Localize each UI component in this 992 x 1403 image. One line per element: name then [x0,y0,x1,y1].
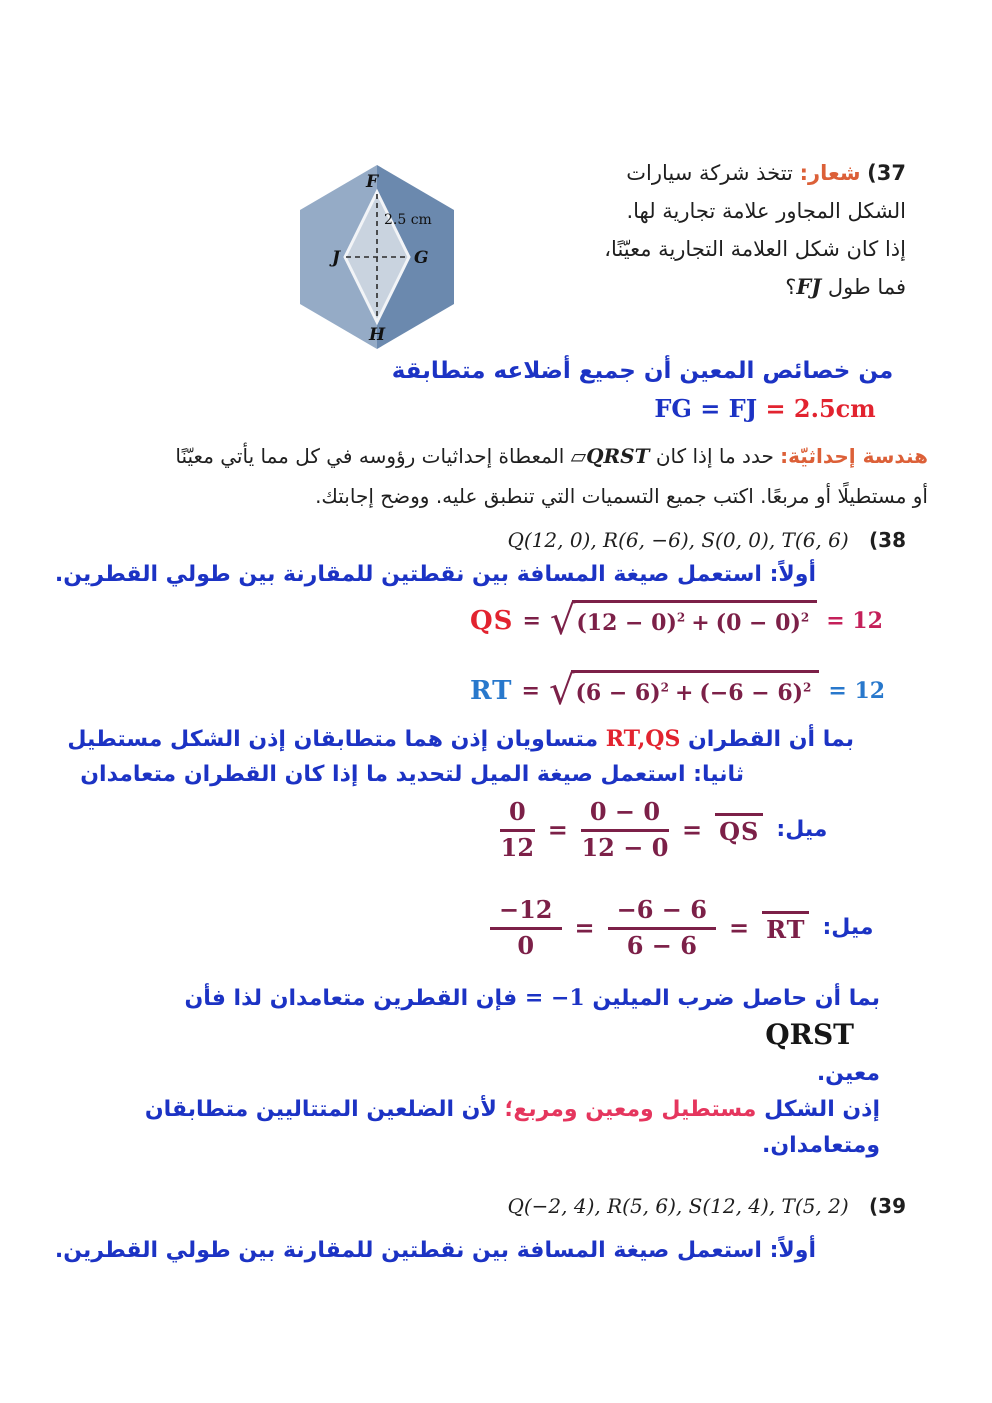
eq-qs-equals: = [522,608,541,634]
problem-37 [504,154,906,306]
header-line-2: أو مستطيلًا أو مربعًا. اكتب جميع التسميات التي تنطبق عليه. ووضح إجابتك. [315,484,928,508]
equation-qs-distance [470,600,883,642]
problem-37-line4 [504,268,906,306]
radical-sign: √ [549,598,576,644]
radical-expression [550,600,817,642]
slope-rt-den2: 0 [517,930,535,960]
equation-slope-qs [500,798,827,861]
logo-figure [296,162,458,356]
shape-names-highlight: مستطيل ومعين ومربع؛ [504,1097,757,1122]
eq-rt-exp1: 2 [660,680,669,695]
eq-rt-term2: (−6 − 6) [699,680,804,706]
parallelogram-icon: ▱ [570,444,587,468]
slope-qs-fraction1 [581,798,669,861]
slope-rt-equals1: = [728,913,750,943]
segment-fj-label: FJ [796,274,822,299]
conclusion-line4: ومتعامدان. [762,1133,880,1158]
answer-37-equation [620,394,910,423]
header-text-1: حدد ما إذا كان [655,444,774,468]
conclusion-line1-b: فإن القطرين متعامدان لذا فأن [184,986,518,1011]
problem-37-line3: إذا كان شكل العلامة التجارية معيّنًا، [604,237,906,261]
hexagon-logo-svg [296,162,458,352]
problem-37-text: تتخذ شركة سيارات [626,161,793,185]
slope-qs-equals2: = [547,815,568,845]
radicand [571,670,819,710]
plus-sign: + [674,680,694,706]
quad-name: QRST [586,444,650,468]
slope-qs-num2: 0 [500,798,535,832]
slope-qs-den1: 12 − 0 [581,832,669,862]
problem-37-number: (37 [867,161,906,185]
conclusion-diagonals [67,726,854,752]
slope-rt-num1: −6 − 6 [608,896,716,930]
solution-39-step1: أولاً: استعمل صيغة المسافة بين نقطتين للمقارنة بين طولي القطرين. [54,1238,816,1263]
quad-name-qrst: QRST [765,1018,854,1051]
problem-38-number: (38 [869,528,906,552]
eq-qs-exp1: 2 [676,610,686,625]
slope-rt-fraction2 [490,896,562,959]
answer-37-eq-value: = 2.5cm [765,394,876,423]
measurement-label: 2.5 cm [384,212,432,228]
conclusion-line3 [80,1092,880,1128]
solution-38-step1: أولاً: استعمل صيغة المسافة بين نقطتين للمقارنة بين طولي القطرين. [54,562,816,587]
eq-qs-lhs: QS [470,606,514,636]
slope-qs-fraction2 [500,798,535,861]
conclusion-diagonals-a: بما أن القطران [688,727,854,752]
problem-38 [507,528,906,552]
slope-rt-fraction1 [608,896,716,959]
slope-qs-den2: 12 [500,832,535,862]
header-text-2: المعطاة إحداثيات رؤوسه في كل مما يأتي معيّنًا [175,444,565,468]
segment-rt-overline: RT [762,911,809,944]
conclusion-line3-b: لأن الضلعين المتتاليين متطابقان [144,1097,497,1122]
problem-39-coordinates: Q(−2, 4), R(5, 6), S(12, 4), T(5, 2) [507,1194,849,1218]
problem-37-question: فما طول [827,275,906,299]
slope-label: ميل: [822,915,874,941]
segment-qs-overline: QS [715,813,763,846]
eq-rt-equals: = [521,678,540,704]
eq-rt-exp2: 2 [803,680,812,695]
answer-37-eq-left: FG = FJ [654,394,758,423]
slope-label: ميل: [776,817,828,843]
eq-qs-exp2: 2 [800,610,810,625]
radicand [572,600,817,640]
plus-sign: + [691,610,710,636]
problem-39 [507,1194,906,1218]
equation-slope-rt [490,896,874,959]
conclusion-line3-a: إذن الشكل [764,1097,880,1122]
vertex-label-g: G [414,248,429,268]
quadrilateral-reference [571,436,650,476]
solution-38-step2: ثانيا: استعمل صيغة الميل لتحديد ما إذا كان القطران متعامدان [80,762,744,787]
eq-rt-term1: (6 − 6) [575,680,661,706]
segments-rt-qs: RT,QS [605,726,681,752]
problem-37-line2: الشكل المجاور علامة تجارية لها. [626,199,906,223]
problem-38-coordinates: Q(12, 0), R(6, −6), S(0, 0), T(6, 6) [507,528,849,552]
conclusion-line2: معين. [816,1061,880,1086]
eq-rt-lhs: RT [470,676,513,706]
slope-product-value: = −1 [524,985,585,1011]
problem-header [66,436,928,516]
vertex-label-j: J [331,248,340,268]
eq-rt-result: = 12 [828,678,886,704]
problem-39-number: (39 [869,1194,906,1218]
question-mark: ؟ [785,275,797,299]
eq-qs-result: = 12 [826,608,883,634]
vertex-label-f: F [365,172,379,192]
conclusion-line1 [80,980,880,1056]
radical-sign: √ [548,668,575,714]
problem-37-tag: شعار: [799,161,861,185]
vertex-label-h: H [368,325,386,345]
header-tag: هندسة إحداثيّة: [780,444,928,468]
header-line-1 [66,436,928,476]
conclusion-line1-a: بما أن حاصل ضرب الميلين [592,986,880,1011]
slope-rt-num2: −12 [490,896,562,930]
problem-37-line1 [504,154,906,192]
eq-qs-term2: (0 − 0) [715,610,801,636]
conclusion-diagonals-b: متساويان إذن هما متطابقان إذن الشكل مستطيل [67,727,599,752]
radical-expression [549,670,819,712]
slope-qs-num1: 0 − 0 [581,798,669,832]
eq-qs-term1: (12 − 0) [576,610,677,636]
conclusion-perpendicular [80,980,880,1164]
answer-37-property: من خصائص المعين أن جميع أضلاعه متطابقة [391,358,894,384]
slope-qs-equals1: = [682,815,703,845]
slope-rt-equals2: = [574,913,595,943]
equation-rt-distance [470,670,885,712]
slope-rt-den1: 6 − 6 [626,930,697,960]
